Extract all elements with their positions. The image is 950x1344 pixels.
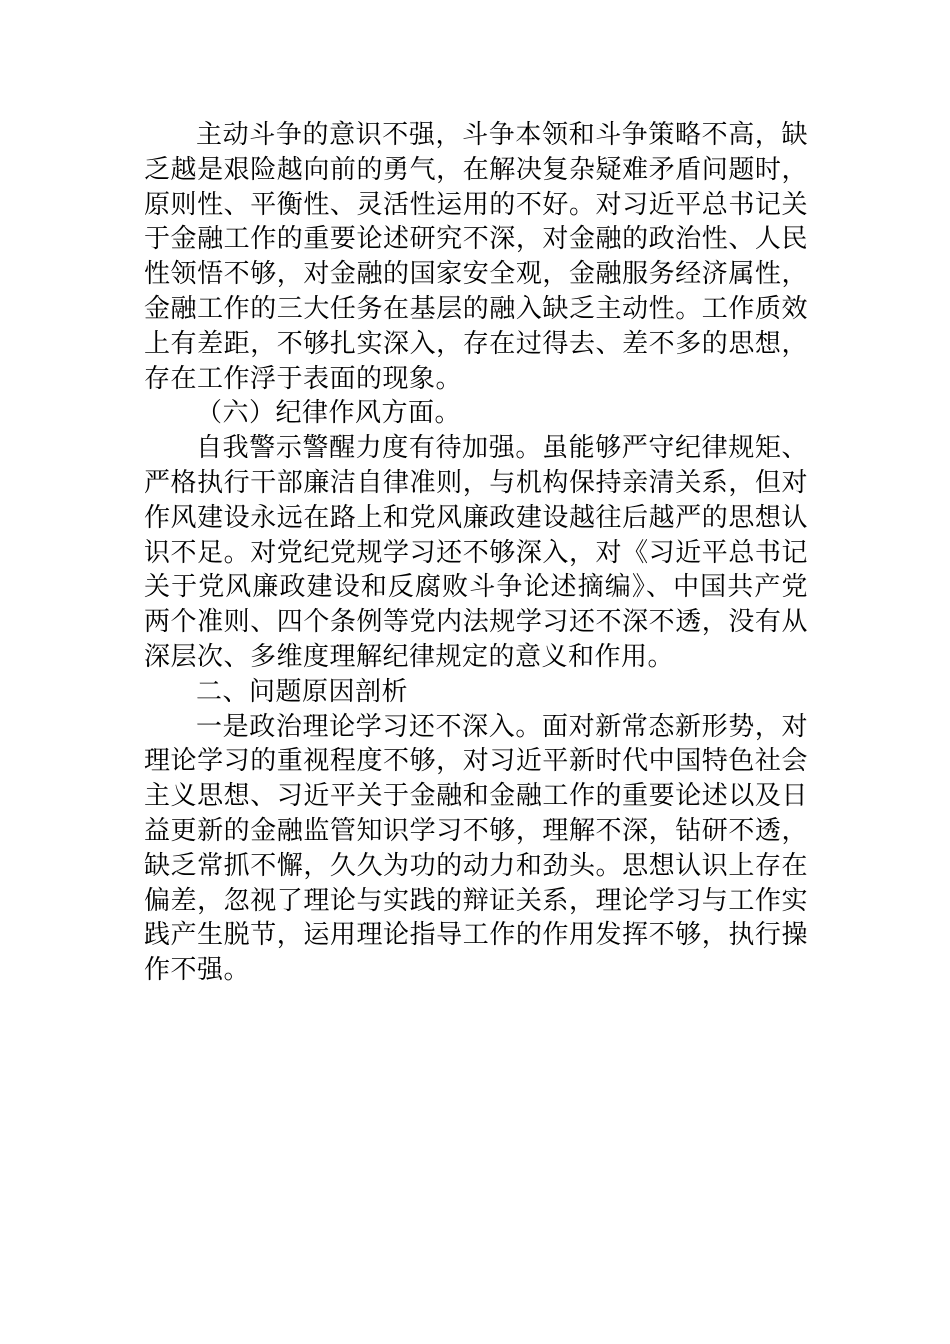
section-heading-cause-analysis: 二、问题原因剖析 <box>196 676 409 707</box>
paragraph-theory-study: 一是政治理论学习还不深入。面对新常态新形势，对理论学习的重视程度不够，对习近平新时代中国特色社会主义思想、习近平关于金融和金融工作的重要论述以及日益更新的金融监管知识学习不够，理解不深，钻研不透，缺乏常抓不懈，久久为功的动力和劲头。思想认识上存在偏差，忽视了理论与实践的辩证关系，理论学习与工作实践产生脱节，运用理论指导工作的作用发挥不够，执行操作不强。 <box>144 711 808 986</box>
section-heading-discipline: （六）纪律作风方面。 <box>196 398 462 429</box>
paragraph-self-warning: 自我警示警醒力度有待加强。虽能够严守纪律规矩、严格执行干部廉洁自律准则，与机构保持亲清关系，但对作风建设永远在路上和党风廉政建设越往后越严的思想认识不足。对党纪党规学习还不够深入，对《习近平总书记关于党风廉政建设和反腐败斗争论述摘编》、中国共产党两个准则、四个条例等党内法规学习还不深不透，没有从深层次、多维度理解纪律规定的意义和作用。 <box>144 433 808 672</box>
document-body <box>144 118 808 988</box>
paragraph-struggle-awareness: 主动斗争的意识不强，斗争本领和斗争策略不高，缺乏越是艰险越向前的勇气，在解决复杂疑难矛盾问题时，原则性、平衡性、灵活性运用的不好。对习近平总书记关于金融工作的重要论述研究不深，对金融的政治性、人民性领悟不够，对金融的国家安全观，金融服务经济属性，金融工作的三大任务在基层的融入缺乏主动性。工作质效上有差距，不够扎实深入，存在过得去、差不多的思想，存在工作浮于表面的现象。 <box>144 120 808 394</box>
